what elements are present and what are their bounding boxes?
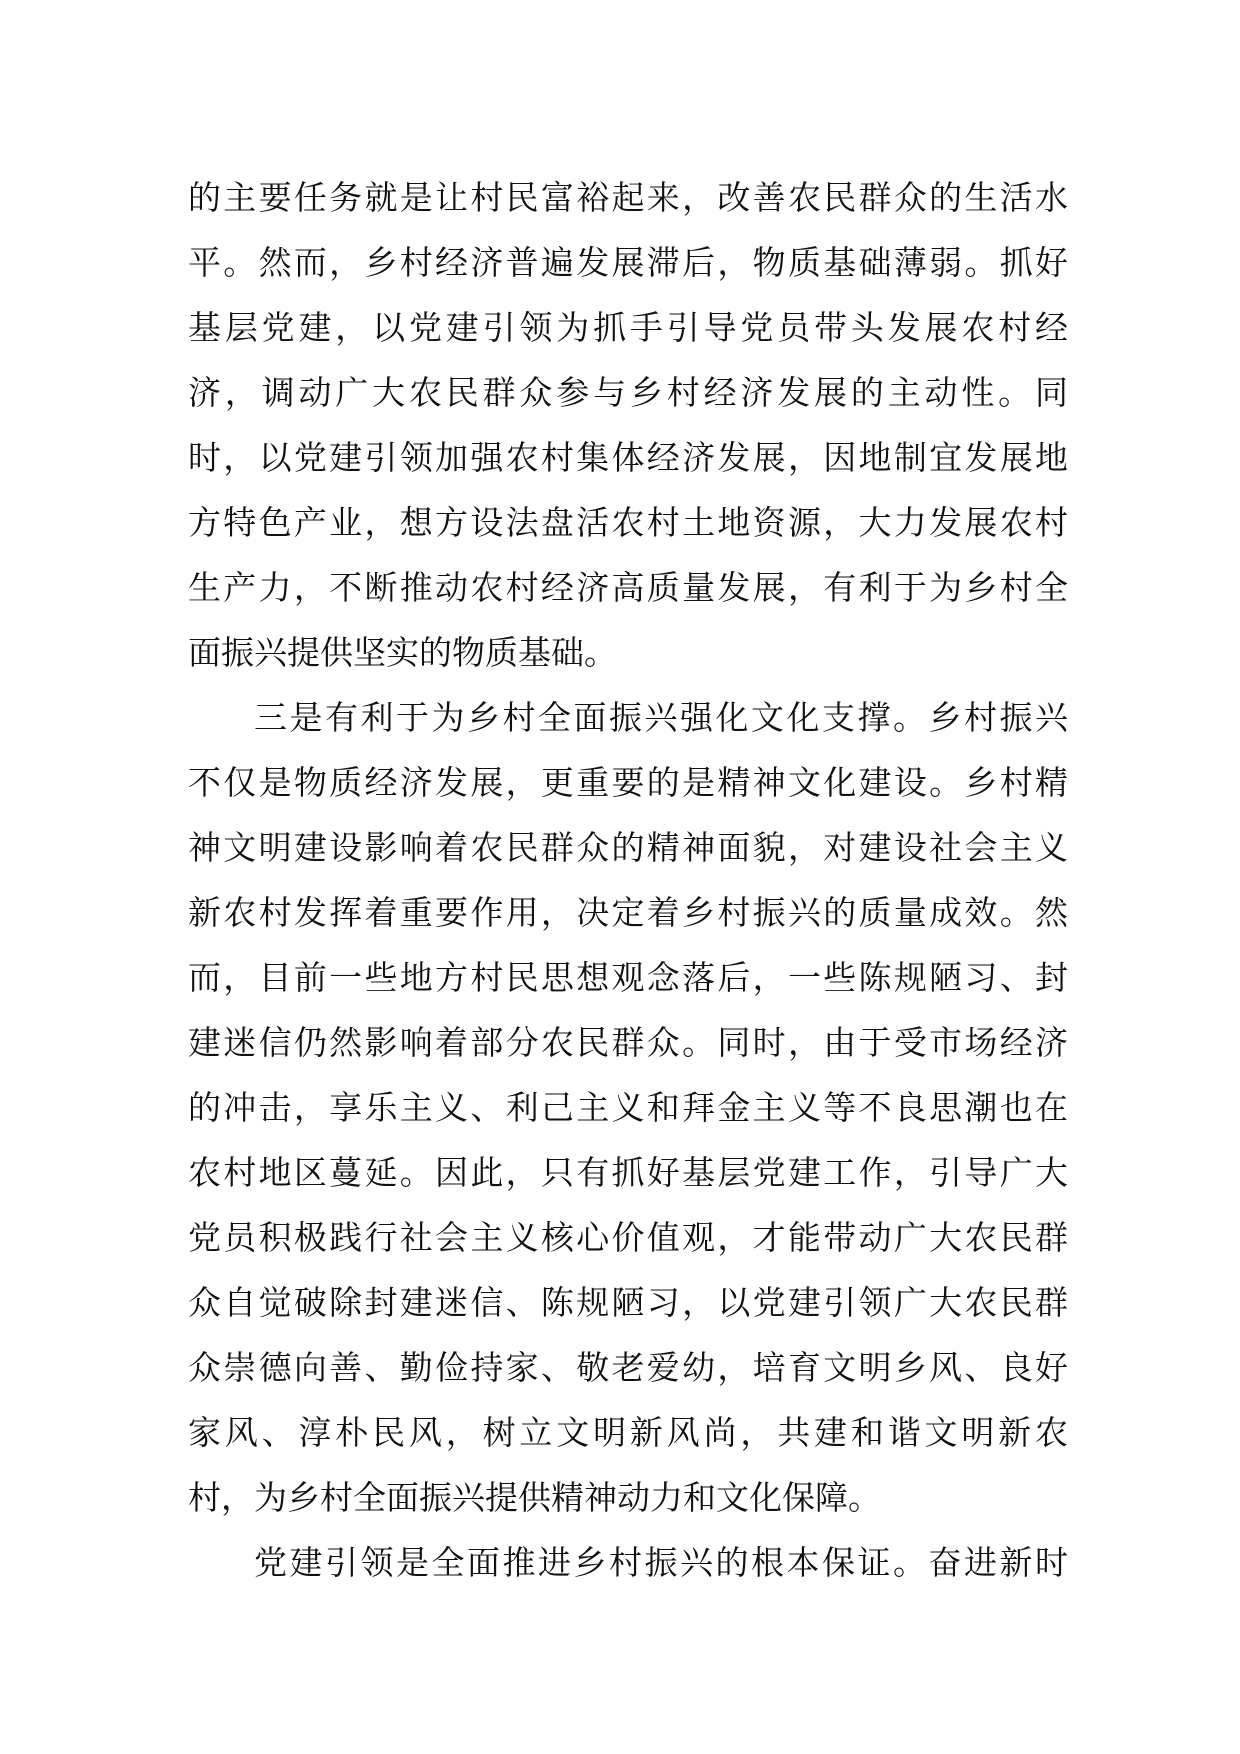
text-line: 基层党建，以党建引领为抓手引导党员带头发展农村经 bbox=[188, 308, 1068, 347]
text-line: 新农村发挥着重要作用，决定着乡村振兴的质量成效。然 bbox=[188, 893, 1068, 932]
text-line: 时，以党建引领加强农村集体经济发展，因地制宜发展地 bbox=[188, 438, 1068, 477]
text-line: 生产力，不断推动农村经济高质量发展，有利于为乡村全 bbox=[188, 568, 1068, 607]
paragraph-first-line: 党建引领是全面推进乡村振兴的根本保证。奋进新时 bbox=[254, 1543, 1068, 1582]
text-line: 建迷信仍然影响着部分农民群众。同时，由于受市场经济 bbox=[188, 1023, 1068, 1062]
text-line: 方特色产业，想方设法盘活农村土地资源，大力发展农村 bbox=[188, 503, 1068, 542]
text-line: 而，目前一些地方村民思想观念落后，一些陈规陋习、封 bbox=[188, 958, 1068, 997]
text-line: 济，调动广大农民群众参与乡村经济发展的主动性。同 bbox=[188, 373, 1068, 412]
text-line: 众自觉破除封建迷信、陈规陋习，以党建引领广大农民群 bbox=[188, 1283, 1068, 1322]
text-line: 农村地区蔓延。因此，只有抓好基层党建工作，引导广大 bbox=[188, 1153, 1068, 1192]
paragraph-first-line: 三是有利于为乡村全面振兴强化文化支撑。乡村振兴 bbox=[254, 698, 1068, 737]
text-line: 的冲击，享乐主义、利己主义和拜金主义等不良思潮也在 bbox=[188, 1088, 1068, 1127]
text-line: 平。然而，乡村经济普遍发展滞后，物质基础薄弱。抓好 bbox=[188, 243, 1068, 282]
text-line: 面振兴提供坚实的物质基础。 bbox=[188, 633, 617, 672]
text-line: 家风、淳朴民风，树立文明新风尚，共建和谐文明新农 bbox=[188, 1413, 1068, 1452]
text-line: 的主要任务就是让村民富裕起来，改善农民群众的生活水 bbox=[188, 178, 1068, 217]
text-line: 村，为乡村全面振兴提供精神动力和文化保障。 bbox=[188, 1478, 881, 1517]
text-line: 众崇德向善、勤俭持家、敬老爱幼，培育文明乡风、良好 bbox=[188, 1348, 1068, 1387]
body-text bbox=[188, 165, 1068, 1595]
text-line: 党员积极践行社会主义核心价值观，才能带动广大农民群 bbox=[188, 1218, 1068, 1257]
text-line: 不仅是物质经济发展，更重要的是精神文化建设。乡村精 bbox=[188, 763, 1068, 802]
text-line: 神文明建设影响着农民群众的精神面貌，对建设社会主义 bbox=[188, 828, 1068, 867]
